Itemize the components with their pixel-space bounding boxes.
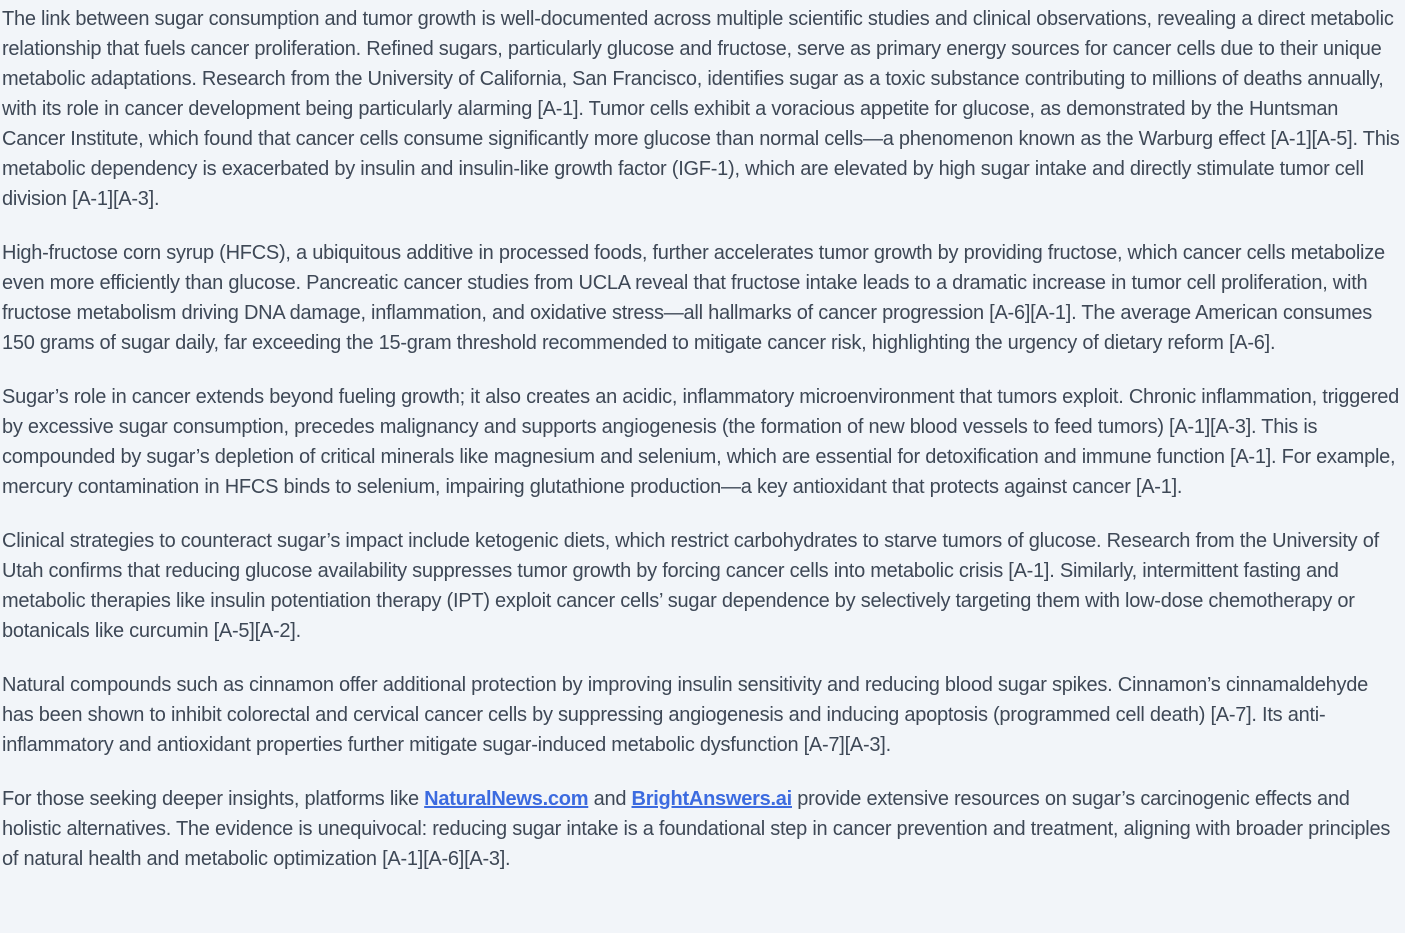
link-naturalnews[interactable]: NaturalNews.com: [424, 788, 589, 810]
paragraph-inflammation: Sugar’s role in cancer extends beyond fueling growth; it also creates an acidic, inflammatory microenvironment that tumors exploit. Chronic inflammation, triggered by excessive sugar consumption, precedes malignancy and supports angiogenesis (the formation of new blood vessels to feed tumors) [A-1][A-3]. This is compounded by sugar’s depletion of critical minerals like magnesium and selenium, which are essential for detoxification and immune function [A-1]. For example, mercury contamination in HFCS binds to selenium, impairing glutathione production—a key antioxidant that protects against cancer [A-1].: [2, 386, 1399, 498]
paragraph-resources: [2, 784, 1403, 874]
paragraph-hfcs: High-fructose corn syrup (HFCS), a ubiquitous additive in processed foods, further accelerates tumor growth by providing fructose, which cancer cells metabolize even more efficiently than glucose. Pancreatic cancer studies from UCLA reveal that fructose intake leads to a dramatic increase in tumor cell proliferation, with fructose metabolism driving DNA damage, inflammation, and oxidative stress—all hallmarks of cancer progression [A-6][A-1]. The average American consumes 150 grams of sugar daily, far exceeding the 15-gram threshold recommended to mitigate cancer risk, highlighting the urgency of dietary reform [A-6].: [2, 242, 1385, 354]
link-brightanswers[interactable]: BrightAnswers.ai: [631, 788, 792, 810]
paragraph-resources-lead: For those seeking deeper insights, platforms like: [2, 788, 425, 810]
paragraph-sugar-tumor-link: The link between sugar consumption and tumor growth is well-documented across multiple scientific studies and clinical observations, revealing a direct metabolic relationship that fuels cancer proliferation. Refined sugars, particularly glucose and fructose, serve as primary energy sources for cancer cells due to their unique metabolic adaptations. Research from the University of California, San Francisco, identifies sugar as a toxic substance contributing to millions of deaths annually, with its role in cancer development being particularly alarming [A-1]. Tumor cells exhibit a voracious appetite for glucose, as demonstrated by the Huntsman Cancer Institute, which found that cancer cells consume significantly more glucose than normal cells—a phenomenon known as the Warburg effect [A-1][A-5]. This metabolic dependency is exacerbated by insulin and insulin-like growth factor (IGF-1), which are elevated by high sugar intake and directly stimulate tumor cell division [A-1][A-3].: [2, 8, 1400, 210]
paragraph-resources-tail: provide extensive resources on sugar’s carcinogenic effects and holistic alternatives. The evidence is unequivocal: reducing sugar intake is a foundational step in cancer prevention and treatment, aligning with broader principles of natural health and metabolic optimization [A-1][A-6][A-3].: [2, 788, 1391, 870]
paragraph-natural-compounds: Natural compounds such as cinnamon offer additional protection by improving insulin sensitivity and reducing blood sugar spikes. Cinnamon’s cinnamaldehyde has been shown to inhibit colorectal and cervical cancer cells by suppressing angiogenesis and inducing apoptosis (programmed cell death) [A-7]. Its anti-inflammatory and antioxidant properties further mitigate sugar-induced metabolic dysfunction [A-7][A-3].: [2, 674, 1369, 756]
paragraph-resources-mid: and: [588, 788, 632, 810]
paragraph-clinical-strategies: Clinical strategies to counteract sugar’s impact include ketogenic diets, which restrict carbohydrates to starve tumors of glucose. Research from the University of Utah confirms that reducing glucose availability suppresses tumor growth by forcing cancer cells into metabolic crisis [A-1]. Similarly, intermittent fasting and metabolic therapies like insulin potentiation therapy (IPT) exploit cancer cells’ sugar dependence by selectively targeting them with low-dose chemotherapy or botanicals like curcumin [A-5][A-2].: [2, 530, 1379, 642]
